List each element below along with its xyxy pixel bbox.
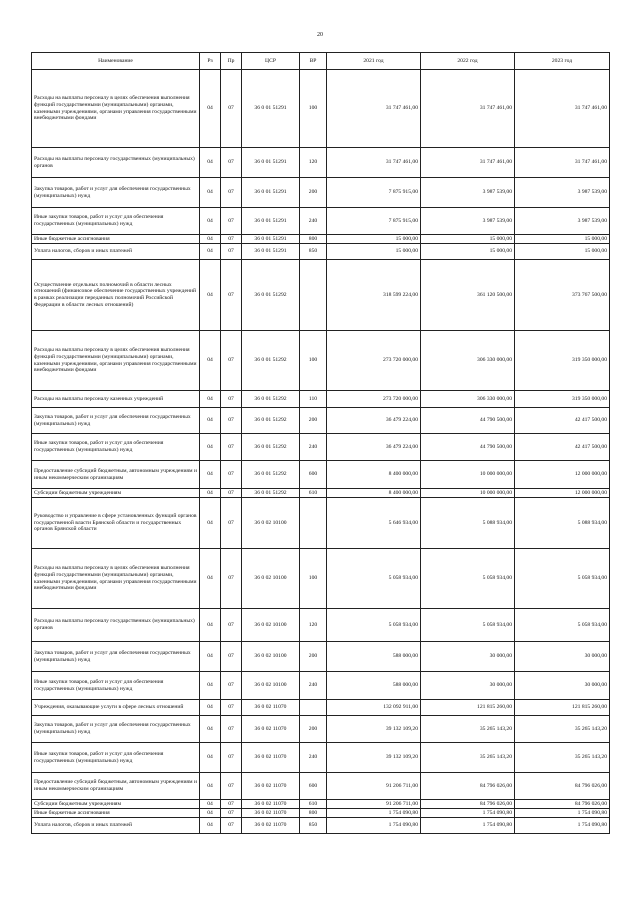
table-row xyxy=(32,208,610,235)
cell-2021: 7 875 915,00 xyxy=(327,208,421,235)
cell-2021: 31 747 461,00 xyxy=(327,70,421,148)
cell-2021: 36 479 224,00 xyxy=(327,434,421,461)
cell-2021: 5 058 934,00 xyxy=(327,549,421,609)
cell-2022: 361 120 500,00 xyxy=(421,260,515,331)
cell-csr: 36 0 01 51291 xyxy=(242,178,300,208)
table-row xyxy=(32,260,610,331)
cell-name: Закупка товаров, работ и услуг для обеспечения государственных (муниципальных) нужд xyxy=(32,408,200,434)
cell-name: Иные закупки товаров, работ и услуг для обеспечения государственных (муниципальных) нужд xyxy=(32,743,200,773)
cell-pr: 07 xyxy=(221,434,242,461)
budget-table xyxy=(31,52,610,834)
cell-name: Уплата налогов, сборов и иных платежей xyxy=(32,818,200,834)
cell-pr: 07 xyxy=(221,800,242,809)
cell-2023: 15 000,00 xyxy=(515,235,610,244)
cell-name: Расходы на выплаты персоналу казенных учреждений xyxy=(32,391,200,408)
table-row xyxy=(32,461,610,489)
cell-pr: 07 xyxy=(221,672,242,700)
cell-2022: 10 000 000,00 xyxy=(421,489,515,498)
cell-vr: 610 xyxy=(300,800,327,809)
cell-pr: 07 xyxy=(221,260,242,331)
table-row xyxy=(32,148,610,178)
cell-2022: 44 790 500,00 xyxy=(421,434,515,461)
table-body xyxy=(32,70,610,834)
cell-pr: 07 xyxy=(221,549,242,609)
cell-2023: 31 747 461,00 xyxy=(515,70,610,148)
cell-2023: 1 754 090,80 xyxy=(515,818,610,834)
cell-2021: 5 058 934,00 xyxy=(327,609,421,642)
cell-2023: 12 000 000,00 xyxy=(515,489,610,498)
cell-rz: 04 xyxy=(200,391,221,408)
cell-2023: 373 767 500,00 xyxy=(515,260,610,331)
cell-vr: 610 xyxy=(300,489,327,498)
cell-2022: 31 747 461,00 xyxy=(421,148,515,178)
cell-2022: 1 754 090,80 xyxy=(421,818,515,834)
header-rz: Рз xyxy=(200,53,221,70)
cell-2022: 306 330 000,00 xyxy=(421,391,515,408)
cell-name: Расходы на выплаты персоналу государственных (муниципальных) органов xyxy=(32,148,200,178)
cell-name: Закупка товаров, работ и услуг для обеспечения государственных (муниципальных) нужд xyxy=(32,178,200,208)
table-header-row xyxy=(32,53,610,70)
cell-pr: 07 xyxy=(221,700,242,716)
cell-rz: 04 xyxy=(200,260,221,331)
cell-vr: 800 xyxy=(300,235,327,244)
cell-2022: 84 796 026,00 xyxy=(421,773,515,800)
table-row xyxy=(32,498,610,549)
table-row xyxy=(32,743,610,773)
cell-vr: 240 xyxy=(300,743,327,773)
cell-csr: 36 0 02 10100 xyxy=(242,672,300,700)
cell-2023: 319 350 000,00 xyxy=(515,391,610,408)
table-row xyxy=(32,235,610,244)
cell-pr: 07 xyxy=(221,818,242,834)
cell-csr: 36 0 02 11070 xyxy=(242,800,300,809)
cell-csr: 36 0 01 51292 xyxy=(242,434,300,461)
cell-name: Предоставление субсидий бюджетным, автономным учреждениям и иным некоммерческим организациям xyxy=(32,461,200,489)
cell-csr: 36 0 01 51291 xyxy=(242,235,300,244)
table-row xyxy=(32,70,610,148)
cell-csr: 36 0 02 10100 xyxy=(242,609,300,642)
cell-rz: 04 xyxy=(200,244,221,260)
cell-2023: 5 088 934,00 xyxy=(515,498,610,549)
cell-2021: 8 400 000,00 xyxy=(327,489,421,498)
cell-pr: 07 xyxy=(221,489,242,498)
header-vr: ВР xyxy=(300,53,327,70)
cell-pr: 07 xyxy=(221,208,242,235)
table-row xyxy=(32,244,610,260)
cell-2023: 42 417 500,00 xyxy=(515,434,610,461)
cell-rz: 04 xyxy=(200,818,221,834)
cell-vr: 600 xyxy=(300,461,327,489)
cell-pr: 07 xyxy=(221,391,242,408)
table-row xyxy=(32,549,610,609)
cell-pr: 07 xyxy=(221,498,242,549)
cell-rz: 04 xyxy=(200,498,221,549)
page-number: 20 xyxy=(317,32,323,38)
cell-rz: 04 xyxy=(200,672,221,700)
cell-name: Руководство и управление в сфере установленных функций органов государственной власти Брянской области и государственных органов Брянской области xyxy=(32,498,200,549)
cell-csr: 36 0 02 10100 xyxy=(242,549,300,609)
table-row xyxy=(32,716,610,743)
cell-2023: 84 796 026,00 xyxy=(515,800,610,809)
cell-vr: 100 xyxy=(300,331,327,391)
cell-2022: 121 815 260,00 xyxy=(421,700,515,716)
cell-name: Осуществление отдельных полномочий в области лесных отношений (финансовое обеспечение государственных учреждений в рамках реализации переданных полномочий Российской Федерации в области лесных отношений) xyxy=(32,260,200,331)
cell-2023: 121 815 260,00 xyxy=(515,700,610,716)
cell-rz: 04 xyxy=(200,489,221,498)
cell-rz: 04 xyxy=(200,743,221,773)
cell-pr: 07 xyxy=(221,408,242,434)
cell-vr: 850 xyxy=(300,244,327,260)
cell-rz: 04 xyxy=(200,434,221,461)
cell-2023: 35 265 143,20 xyxy=(515,743,610,773)
cell-name: Расходы на выплаты персоналу государственных (муниципальных) органов xyxy=(32,609,200,642)
cell-name: Закупка товаров, работ и услуг для обеспечения государственных (муниципальных) нужд xyxy=(32,716,200,743)
cell-2022: 1 754 090,80 xyxy=(421,809,515,818)
cell-rz: 04 xyxy=(200,148,221,178)
cell-rz: 04 xyxy=(200,609,221,642)
header-pr: Пр xyxy=(221,53,242,70)
cell-2022: 15 000,00 xyxy=(421,235,515,244)
cell-pr: 07 xyxy=(221,461,242,489)
cell-name: Иные закупки товаров, работ и услуг для обеспечения государственных (муниципальных) нужд xyxy=(32,434,200,461)
table-row xyxy=(32,609,610,642)
cell-2023: 319 350 000,00 xyxy=(515,331,610,391)
cell-2021: 318 599 224,00 xyxy=(327,260,421,331)
header-name: Наименование xyxy=(32,53,200,70)
cell-2022: 30 000,00 xyxy=(421,672,515,700)
cell-2023: 42 417 500,00 xyxy=(515,408,610,434)
table-row xyxy=(32,178,610,208)
cell-2023: 1 754 090,80 xyxy=(515,809,610,818)
cell-csr: 36 0 02 10100 xyxy=(242,642,300,672)
cell-vr xyxy=(300,700,327,716)
cell-vr: 200 xyxy=(300,178,327,208)
cell-pr: 07 xyxy=(221,148,242,178)
cell-name: Расходы на выплаты персоналу в целях обеспечения выполнения функций государственными (муниципальными) органами, казенными учреждениями, органами управления государственными внебюджетными фондами xyxy=(32,549,200,609)
cell-name: Расходы на выплаты персоналу в целях обеспечения выполнения функций государственными (муниципальными) органами, казенными учреждениями, органами управления государственными внебюджетными фондами xyxy=(32,331,200,391)
header-2021: 2021 год xyxy=(327,53,421,70)
cell-name: Субсидии бюджетным учреждениям xyxy=(32,489,200,498)
cell-csr: 36 0 01 51292 xyxy=(242,461,300,489)
cell-rz: 04 xyxy=(200,461,221,489)
cell-name: Учреждения, оказывающие услуги в сфере лесных отношений xyxy=(32,700,200,716)
cell-csr: 36 0 02 11070 xyxy=(242,818,300,834)
cell-2023: 12 000 000,00 xyxy=(515,461,610,489)
cell-2021: 5 646 934,00 xyxy=(327,498,421,549)
cell-pr: 07 xyxy=(221,331,242,391)
cell-vr: 120 xyxy=(300,148,327,178)
cell-2022: 44 790 500,00 xyxy=(421,408,515,434)
cell-2021: 588 000,00 xyxy=(327,642,421,672)
cell-2023: 3 987 539,00 xyxy=(515,208,610,235)
cell-csr: 36 0 02 11070 xyxy=(242,716,300,743)
table-row xyxy=(32,489,610,498)
cell-rz: 04 xyxy=(200,208,221,235)
cell-2021: 39 132 109,20 xyxy=(327,743,421,773)
cell-2023: 31 747 461,00 xyxy=(515,148,610,178)
cell-vr: 850 xyxy=(300,818,327,834)
table-row xyxy=(32,408,610,434)
cell-2021: 39 132 109,20 xyxy=(327,716,421,743)
table-row xyxy=(32,434,610,461)
table-row xyxy=(32,700,610,716)
cell-pr: 07 xyxy=(221,70,242,148)
cell-pr: 07 xyxy=(221,178,242,208)
cell-csr: 36 0 01 51292 xyxy=(242,489,300,498)
cell-pr: 07 xyxy=(221,642,242,672)
cell-rz: 04 xyxy=(200,70,221,148)
cell-2021: 15 000,00 xyxy=(327,244,421,260)
cell-2022: 3 987 539,00 xyxy=(421,178,515,208)
cell-2021: 8 400 000,00 xyxy=(327,461,421,489)
cell-2023: 5 058 934,00 xyxy=(515,549,610,609)
cell-name: Иные закупки товаров, работ и услуг для обеспечения государственных (муниципальных) нужд xyxy=(32,672,200,700)
cell-vr xyxy=(300,498,327,549)
cell-vr: 800 xyxy=(300,809,327,818)
table-row xyxy=(32,672,610,700)
cell-2021: 273 720 000,00 xyxy=(327,391,421,408)
table-row xyxy=(32,331,610,391)
cell-2022: 5 058 934,00 xyxy=(421,549,515,609)
cell-2022: 306 330 000,00 xyxy=(421,331,515,391)
cell-vr: 240 xyxy=(300,208,327,235)
cell-csr: 36 0 01 51292 xyxy=(242,260,300,331)
cell-rz: 04 xyxy=(200,642,221,672)
cell-name: Иные бюджетные ассигнования xyxy=(32,235,200,244)
cell-2022: 84 796 026,00 xyxy=(421,800,515,809)
table-row xyxy=(32,800,610,809)
cell-csr: 36 0 02 11070 xyxy=(242,743,300,773)
cell-csr: 36 0 02 11070 xyxy=(242,773,300,800)
table-row xyxy=(32,391,610,408)
cell-vr: 600 xyxy=(300,773,327,800)
cell-2021: 1 754 090,80 xyxy=(327,809,421,818)
cell-2023: 3 987 539,00 xyxy=(515,178,610,208)
cell-rz: 04 xyxy=(200,331,221,391)
cell-2021: 91 206 711,00 xyxy=(327,773,421,800)
cell-vr: 200 xyxy=(300,642,327,672)
cell-2021: 1 754 090,80 xyxy=(327,818,421,834)
cell-pr: 07 xyxy=(221,809,242,818)
cell-name: Предоставление субсидий бюджетным, автономным учреждениям и иным некоммерческим организациям xyxy=(32,773,200,800)
cell-2021: 15 000,00 xyxy=(327,235,421,244)
cell-rz: 04 xyxy=(200,800,221,809)
cell-vr: 240 xyxy=(300,672,327,700)
cell-rz: 04 xyxy=(200,716,221,743)
cell-rz: 04 xyxy=(200,809,221,818)
cell-csr: 36 0 01 51291 xyxy=(242,148,300,178)
cell-rz: 04 xyxy=(200,235,221,244)
cell-csr: 36 0 01 51291 xyxy=(242,70,300,148)
header-2022: 2022 год xyxy=(421,53,515,70)
cell-csr: 36 0 01 51292 xyxy=(242,408,300,434)
table-row xyxy=(32,642,610,672)
cell-2023: 30 000,00 xyxy=(515,642,610,672)
cell-csr: 36 0 01 51291 xyxy=(242,208,300,235)
cell-2022: 5 088 934,00 xyxy=(421,498,515,549)
cell-rz: 04 xyxy=(200,408,221,434)
cell-csr: 36 0 01 51292 xyxy=(242,331,300,391)
header-2023: 2023 год xyxy=(515,53,610,70)
cell-csr: 36 0 02 11070 xyxy=(242,700,300,716)
cell-2022: 10 000 000,00 xyxy=(421,461,515,489)
cell-pr: 07 xyxy=(221,244,242,260)
cell-rz: 04 xyxy=(200,178,221,208)
cell-2023: 30 000,00 xyxy=(515,672,610,700)
cell-2022: 3 987 539,00 xyxy=(421,208,515,235)
cell-2022: 31 747 461,00 xyxy=(421,70,515,148)
cell-2021: 36 479 224,00 xyxy=(327,408,421,434)
cell-vr: 100 xyxy=(300,549,327,609)
cell-rz: 04 xyxy=(200,700,221,716)
cell-vr: 110 xyxy=(300,391,327,408)
cell-2022: 15 000,00 xyxy=(421,244,515,260)
cell-name: Закупка товаров, работ и услуг для обеспечения государственных (муниципальных) нужд xyxy=(32,642,200,672)
cell-name: Уплата налогов, сборов и иных платежей xyxy=(32,244,200,260)
cell-vr xyxy=(300,260,327,331)
cell-2021: 7 875 915,00 xyxy=(327,178,421,208)
cell-pr: 07 xyxy=(221,716,242,743)
cell-pr: 07 xyxy=(221,773,242,800)
cell-2021: 588 000,00 xyxy=(327,672,421,700)
cell-2023: 5 058 934,00 xyxy=(515,609,610,642)
cell-2022: 30 000,00 xyxy=(421,642,515,672)
cell-vr: 120 xyxy=(300,609,327,642)
cell-csr: 36 0 01 51291 xyxy=(242,244,300,260)
table-row xyxy=(32,773,610,800)
cell-pr: 07 xyxy=(221,235,242,244)
cell-rz: 04 xyxy=(200,549,221,609)
table-row xyxy=(32,809,610,818)
cell-name: Иные бюджетные ассигнования xyxy=(32,809,200,818)
cell-rz: 04 xyxy=(200,773,221,800)
cell-csr: 36 0 02 10100 xyxy=(242,498,300,549)
cell-2021: 132 092 911,00 xyxy=(327,700,421,716)
header-csr: ЦСР xyxy=(242,53,300,70)
cell-2022: 35 265 143,20 xyxy=(421,716,515,743)
cell-csr: 36 0 01 51292 xyxy=(242,391,300,408)
cell-name: Субсидии бюджетным учреждениям xyxy=(32,800,200,809)
cell-2021: 91 206 711,00 xyxy=(327,800,421,809)
table-row xyxy=(32,818,610,834)
cell-2021: 273 720 000,00 xyxy=(327,331,421,391)
cell-2023: 35 265 143,20 xyxy=(515,716,610,743)
cell-2022: 35 265 143,20 xyxy=(421,743,515,773)
cell-2023: 84 796 026,00 xyxy=(515,773,610,800)
cell-name: Иные закупки товаров, работ и услуг для обеспечения государственных (муниципальных) нужд xyxy=(32,208,200,235)
cell-vr: 200 xyxy=(300,716,327,743)
cell-pr: 07 xyxy=(221,743,242,773)
cell-vr: 200 xyxy=(300,408,327,434)
cell-csr: 36 0 02 11070 xyxy=(242,809,300,818)
cell-vr: 100 xyxy=(300,70,327,148)
cell-name: Расходы на выплаты персоналу в целях обеспечения выполнения функций государственными (муниципальными) органами, казенными учреждениями, органами управления государственными внебюджетными фондами xyxy=(32,70,200,148)
cell-pr: 07 xyxy=(221,609,242,642)
cell-2022: 5 058 934,00 xyxy=(421,609,515,642)
cell-2021: 31 747 461,00 xyxy=(327,148,421,178)
cell-2023: 15 000,00 xyxy=(515,244,610,260)
cell-vr: 240 xyxy=(300,434,327,461)
